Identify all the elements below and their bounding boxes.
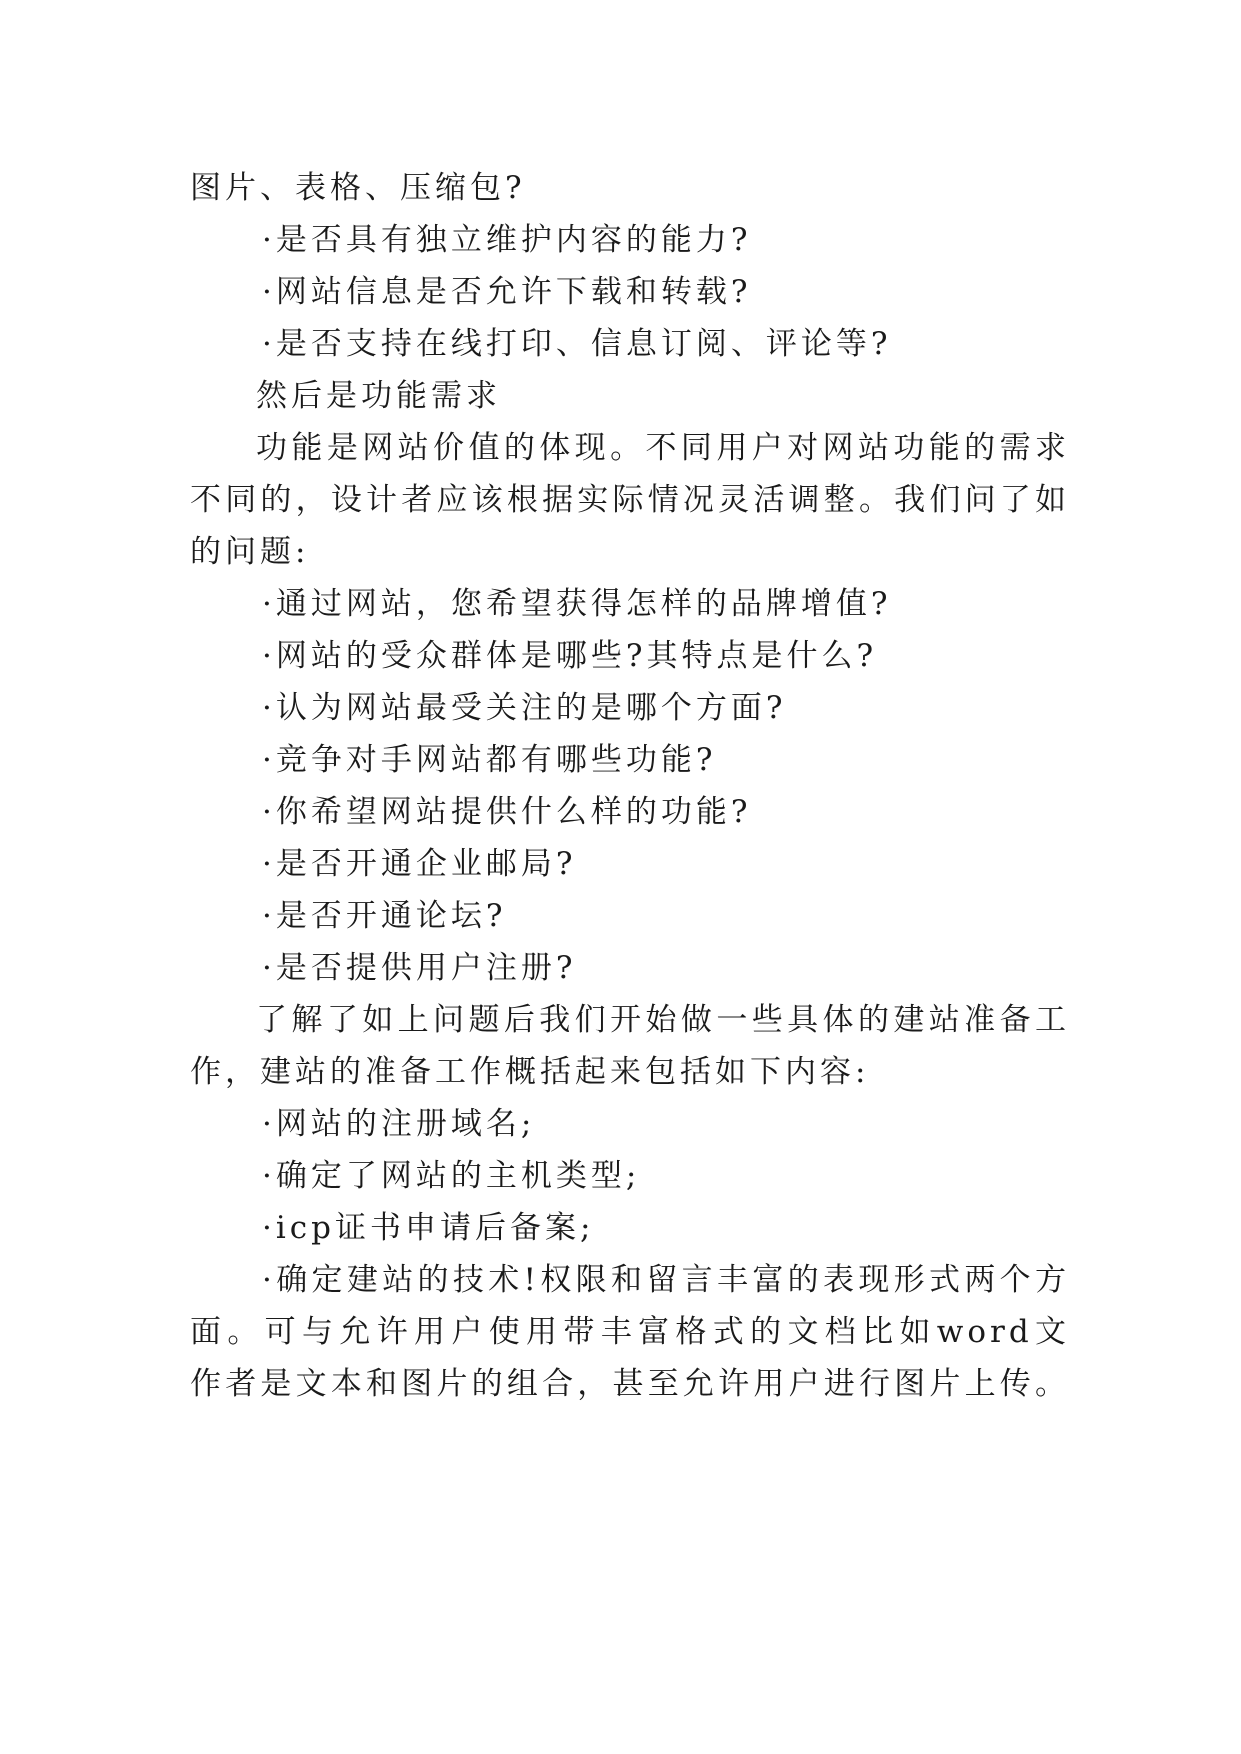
paragraph-line: 功能是网站价值的体现。不同用户对网站功能的需求 xyxy=(256,430,1070,466)
list-item: ·确定了网站的主机类型; xyxy=(262,1158,641,1194)
paragraph-line: 不同的，设计者应该根据实际情况灵活调整。我们问了如 xyxy=(190,482,1070,518)
list-item: ·是否支持在线打印、信息订阅、评论等? xyxy=(262,326,892,362)
paragraph-line: 面。可与允许用户使用带丰富格式的文档比如word文 xyxy=(190,1314,1070,1350)
list-item: ·竞争对手网站都有哪些功能? xyxy=(262,742,717,778)
list-item: ·是否具有独立维护内容的能力? xyxy=(262,222,752,258)
list-item: ·是否开通论坛? xyxy=(262,898,507,934)
list-item: ·icp证书申请后备案; xyxy=(262,1210,595,1246)
list-item: ·是否提供用户注册? xyxy=(262,950,577,986)
list-item: ·你希望网站提供什么样的功能? xyxy=(262,794,752,830)
paragraph-line: 作者是文本和图片的组合，甚至允许用户进行图片上传。 xyxy=(190,1366,1070,1402)
paragraph-line: 的问题: xyxy=(190,534,310,570)
list-item: ·是否开通企业邮局? xyxy=(262,846,577,882)
list-item: ·认为网站最受关注的是哪个方面? xyxy=(262,690,787,726)
list-item: ·网站的受众群体是哪些?其特点是什么? xyxy=(262,638,878,674)
paragraph-line: 作，建站的准备工作概括起来包括如下内容: xyxy=(190,1054,870,1090)
list-item: ·网站信息是否允许下载和转载? xyxy=(262,274,752,310)
list-item: ·通过网站，您希望获得怎样的品牌增值? xyxy=(262,586,892,622)
paragraph-line: 图片、表格、压缩包? xyxy=(190,170,526,206)
list-item: ·网站的注册域名; xyxy=(262,1106,536,1142)
section-heading: 然后是功能需求 xyxy=(256,378,501,414)
paragraph-line: 了解了如上问题后我们开始做一些具体的建站准备工 xyxy=(256,1002,1070,1038)
list-item: ·确定建站的技术!权限和留言丰富的表现形式两个方 xyxy=(262,1262,1070,1298)
